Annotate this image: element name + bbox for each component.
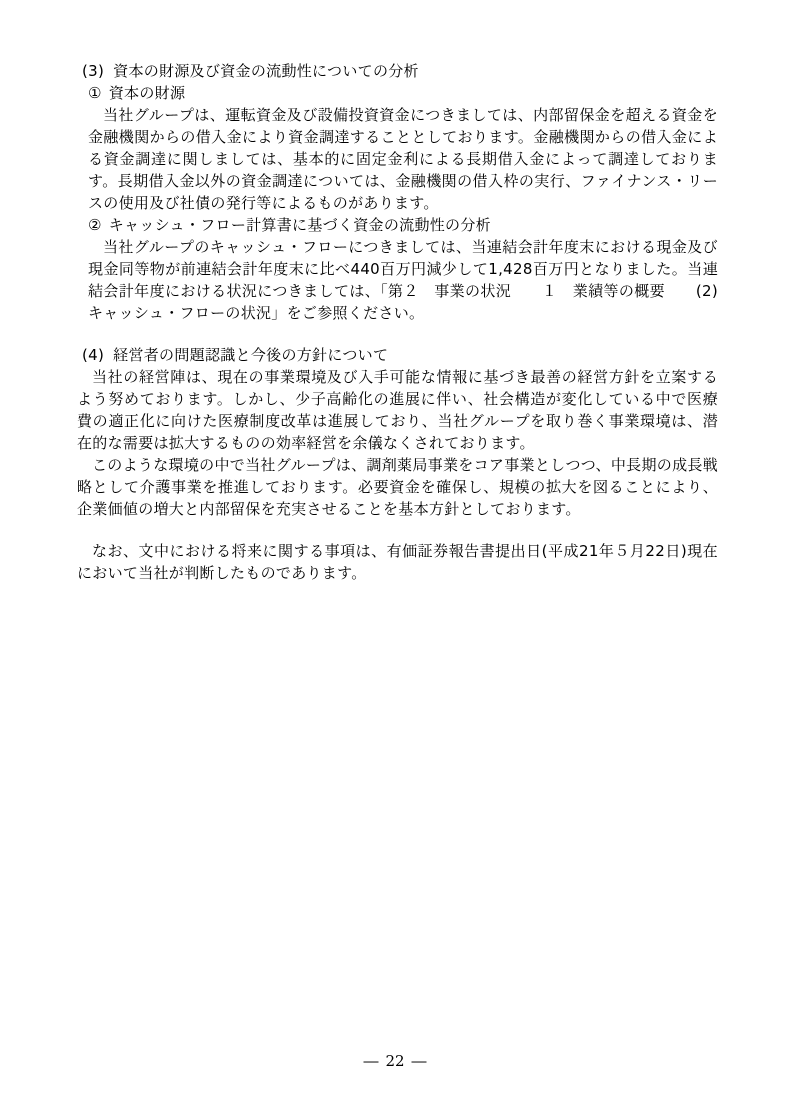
section-4-title: 経営者の問題認識と今後の方針について [113,346,389,364]
subsection-1-heading [88,82,718,104]
page-body [77,60,718,584]
subsection-2-heading [88,214,718,236]
subsection-1-title: 資本の財源 [108,84,186,102]
subsection-capital-sources [77,82,718,214]
section-3-number: (3) [82,62,105,80]
footer-right-dash: ― [411,1052,427,1070]
footer-page-number: 22 [385,1052,405,1070]
section-3-title: 資本の財源及び資金の流動性についての分析 [113,62,419,80]
forward-looking-note-paragraph: なお、文中における将来に関する事項は、有価証券報告書提出日(平成21年５月22日)現在において当社が判断したものであります。 [77,542,718,582]
section-4-paragraph-2: このような環境の中で当社グループは、調剤薬局事業をコア事業としつつ、中長期の成長戦略として介護事業を推進しております。必要資金を確保し、規模の拡大を図ることにより、企業価値の増大と内部留保を充実させることを基本方針としております。 [77,456,718,518]
section-3-heading [82,60,718,82]
section-4-number: (4) [82,346,105,364]
subsection-2-paragraph: 当社グループのキャッシュ・フローにつきましては、当連結会計年度末における現金及び現金同等物が前連結会計年度末に比べ440百万円減少して1,428百万円となりました。当連結会計年度における状況につきましては、「第２ 事業の状況 １ 業績等の概要 (2)キャッシュ・フローの状況」をご参照ください。 [88,238,718,322]
section-spacer [77,324,718,344]
subsection-2-title: キャッシュ・フロー計算書に基づく資金の流動性の分析 [108,216,491,234]
section-spacer [77,520,718,540]
subsection-cash-flow-liquidity [77,214,718,324]
section-4-heading [82,344,718,366]
page-footer [0,1050,790,1072]
subsection-1-number: ① [88,84,102,102]
section-4-paragraph-1: 当社の経営陣は、現在の事業環境及び入手可能な情報に基づき最善の経営方針を立案するよう努めております。しかし、少子高齢化の進展に伴い、社会構造が変化している中で医療費の適正化に向けた医療制度改革は進展しており、当社グループを取り巻く事業環境は、潜在的な需要は拡大するものの効率経営を余儀なくされております。 [77,368,718,452]
subsection-2-number: ② [88,216,102,234]
footer-left-dash: ― [363,1052,379,1070]
subsection-1-paragraph: 当社グループは、運転資金及び設備投資資金につきましては、内部留保金を超える資金を金融機関からの借入金により資金調達することとしております。金融機関からの借入金による資金調達に関しましては、基本的に固定金利による長期借入金によって調達しております。長期借入金以外の資金調達については、金融機関の借入枠の実行、ファイナンス・リースの使用及び社債の発行等によるものがあります。 [88,106,718,212]
